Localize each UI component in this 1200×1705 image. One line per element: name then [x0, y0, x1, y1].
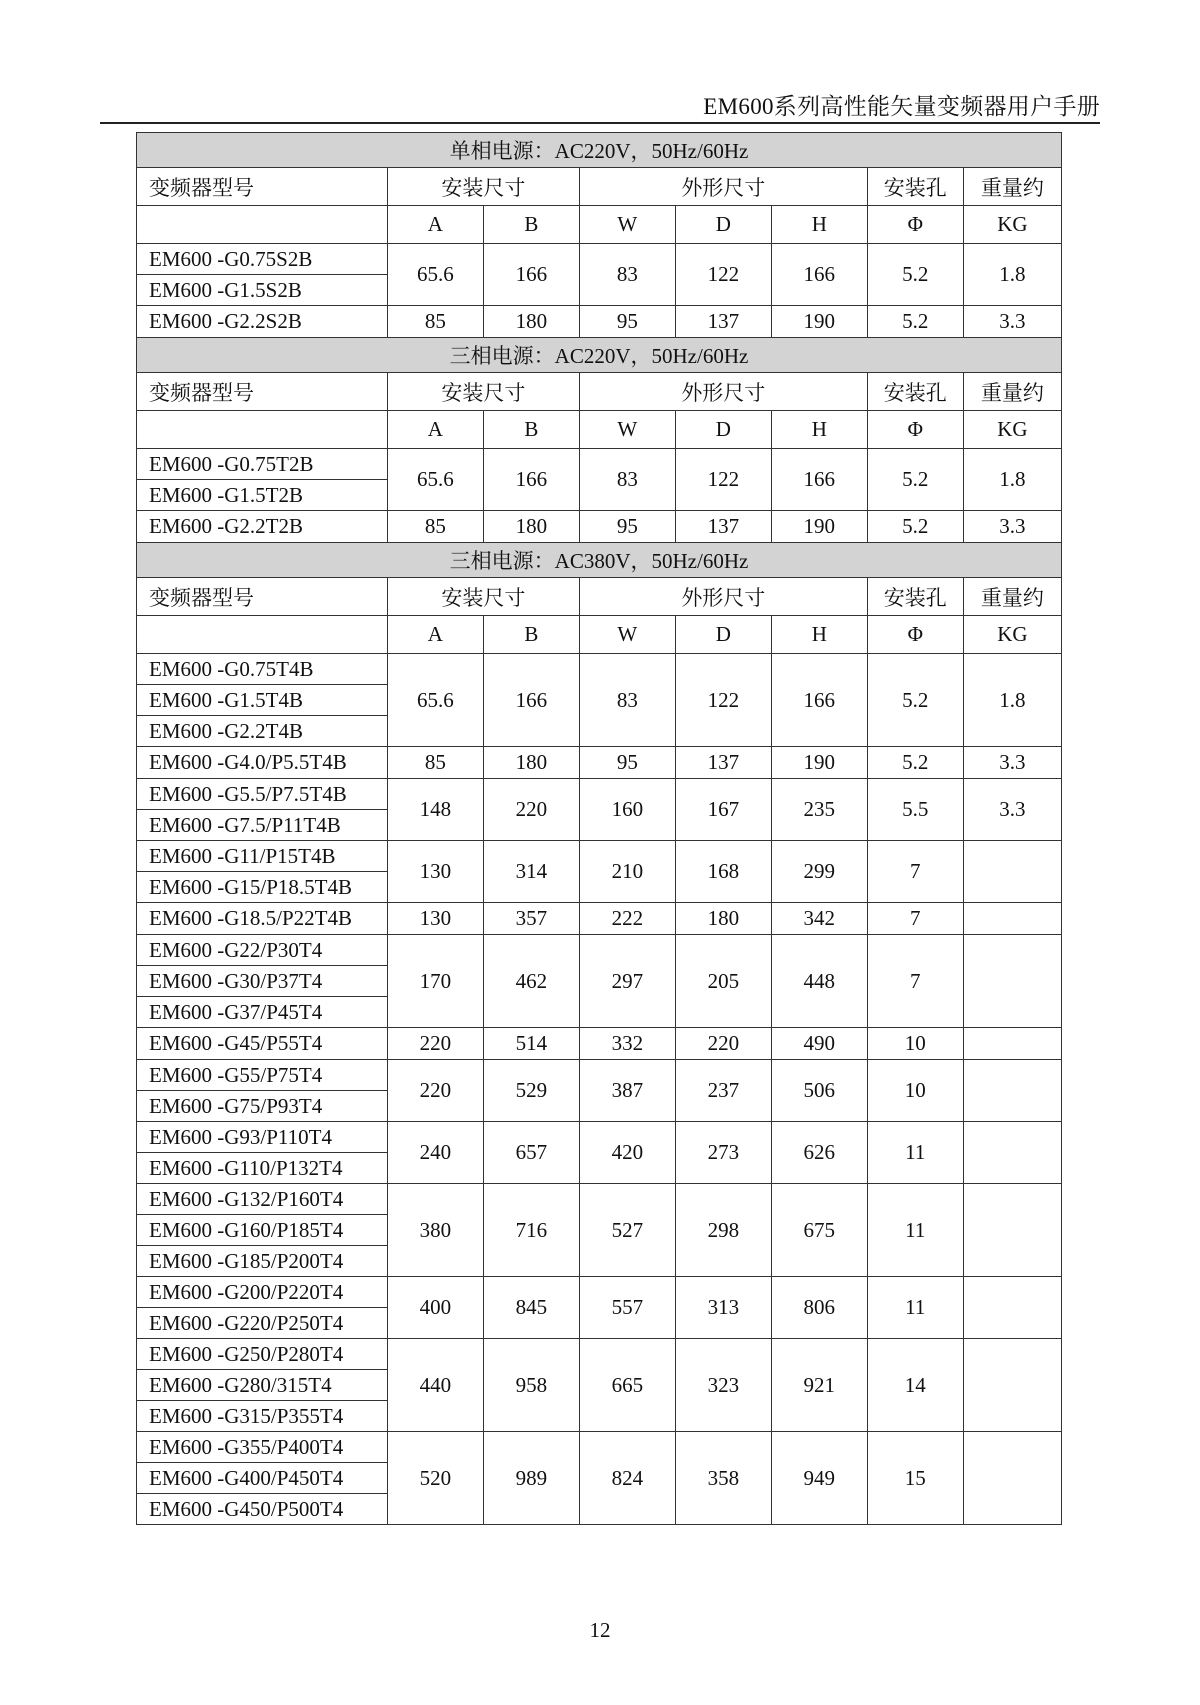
value-cell: 7 — [867, 841, 963, 903]
model-cell: EM600 -G160/P185T4 — [137, 1215, 388, 1246]
value-cell: 3.3 — [963, 779, 1061, 841]
column-header-weight: 重量约 — [963, 373, 1061, 411]
model-cell: EM600 -G11/P15T4B — [137, 841, 388, 872]
column-header-install: 安装尺寸 — [387, 578, 579, 616]
value-cell: 180 — [483, 306, 579, 338]
model-cell: EM600 -G1.5T4B — [137, 685, 388, 716]
column-subheader: A — [387, 616, 483, 654]
value-cell: 83 — [579, 654, 675, 747]
model-cell: EM600 -G37/P45T4 — [137, 997, 388, 1028]
model-cell: EM600 -G15/P18.5T4B — [137, 872, 388, 903]
column-subheader: Φ — [867, 616, 963, 654]
value-cell: 235 — [771, 779, 867, 841]
value-cell: 7 — [867, 935, 963, 1028]
column-subheader: B — [483, 206, 579, 244]
value-cell: 273 — [675, 1122, 771, 1184]
value-cell: 420 — [579, 1122, 675, 1184]
section-title-row — [137, 543, 1062, 578]
model-cell: EM600 -G55/P75T4 — [137, 1060, 388, 1091]
value-cell: 220 — [387, 1028, 483, 1060]
column-header-weight: 重量约 — [963, 168, 1061, 206]
value-cell: 5.2 — [867, 244, 963, 306]
column-subheader: W — [579, 411, 675, 449]
model-cell: EM600 -G0.75S2B — [137, 244, 388, 275]
value-cell: 166 — [771, 244, 867, 306]
column-subheader-row — [137, 206, 1062, 244]
value-cell: 5.2 — [867, 306, 963, 338]
column-header-outline: 外形尺寸 — [579, 373, 867, 411]
value-cell: 5.2 — [867, 511, 963, 543]
value-cell: 299 — [771, 841, 867, 903]
value-cell: 1.8 — [963, 244, 1061, 306]
value-cell: 323 — [675, 1339, 771, 1432]
model-cell: EM600 -G1.5T2B — [137, 480, 388, 511]
column-header-model: 变频器型号 — [137, 168, 388, 206]
column-subheader: B — [483, 411, 579, 449]
column-subheader: Φ — [867, 206, 963, 244]
column-header-hole: 安装孔 — [867, 168, 963, 206]
column-subheader: D — [675, 616, 771, 654]
value-cell: 122 — [675, 654, 771, 747]
value-cell: 137 — [675, 511, 771, 543]
value-cell: 342 — [771, 903, 867, 935]
value-cell: 958 — [483, 1339, 579, 1432]
value-cell: 806 — [771, 1277, 867, 1339]
value-cell: 220 — [675, 1028, 771, 1060]
value-cell: 298 — [675, 1184, 771, 1277]
table-row — [137, 449, 1062, 480]
model-cell: EM600 -G280/315T4 — [137, 1370, 388, 1401]
table-row — [137, 1028, 1062, 1060]
column-subheader: B — [483, 616, 579, 654]
column-subheader: A — [387, 411, 483, 449]
value-cell: 665 — [579, 1339, 675, 1432]
column-header-outline: 外形尺寸 — [579, 168, 867, 206]
value-cell: 529 — [483, 1060, 579, 1122]
value-cell: 65.6 — [387, 654, 483, 747]
value-cell: 358 — [675, 1432, 771, 1525]
column-subheader: Φ — [867, 411, 963, 449]
column-subheader: H — [771, 411, 867, 449]
value-cell: 11 — [867, 1122, 963, 1184]
column-subheader: W — [579, 206, 675, 244]
table-row — [137, 1277, 1062, 1308]
value-cell — [963, 841, 1061, 903]
value-cell: 240 — [387, 1122, 483, 1184]
value-cell: 95 — [579, 306, 675, 338]
value-cell: 657 — [483, 1122, 579, 1184]
model-cell: EM600 -G110/P132T4 — [137, 1153, 388, 1184]
value-cell: 380 — [387, 1184, 483, 1277]
value-cell: 440 — [387, 1339, 483, 1432]
table-row — [137, 1432, 1062, 1463]
value-cell: 11 — [867, 1184, 963, 1277]
value-cell: 357 — [483, 903, 579, 935]
column-subheader: D — [675, 411, 771, 449]
value-cell: 10 — [867, 1060, 963, 1122]
value-cell: 190 — [771, 747, 867, 779]
value-cell — [963, 1432, 1061, 1525]
model-cell: EM600 -G0.75T4B — [137, 654, 388, 685]
value-cell: 3.3 — [963, 511, 1061, 543]
value-cell: 400 — [387, 1277, 483, 1339]
section-title-row — [137, 338, 1062, 373]
value-cell: 448 — [771, 935, 867, 1028]
value-cell — [963, 1339, 1061, 1432]
model-cell: EM600 -G0.75T2B — [137, 449, 388, 480]
value-cell — [963, 903, 1061, 935]
value-cell: 675 — [771, 1184, 867, 1277]
table-row — [137, 306, 1062, 338]
value-cell: 168 — [675, 841, 771, 903]
table-row — [137, 1060, 1062, 1091]
value-cell: 137 — [675, 306, 771, 338]
value-cell — [963, 1184, 1061, 1277]
model-cell: EM600 -G2.2T2B — [137, 511, 388, 543]
value-cell: 3.3 — [963, 747, 1061, 779]
table-row — [137, 903, 1062, 935]
value-cell: 332 — [579, 1028, 675, 1060]
table-row — [137, 747, 1062, 779]
value-cell: 5.2 — [867, 654, 963, 747]
value-cell: 205 — [675, 935, 771, 1028]
value-cell: 514 — [483, 1028, 579, 1060]
table-row — [137, 1122, 1062, 1153]
page-number: 12 — [589, 1618, 611, 1642]
model-cell: EM600 -G18.5/P22T4B — [137, 903, 388, 935]
value-cell — [963, 935, 1061, 1028]
column-subheader-row — [137, 411, 1062, 449]
value-cell: 490 — [771, 1028, 867, 1060]
value-cell: 130 — [387, 903, 483, 935]
value-cell: 5.2 — [867, 449, 963, 511]
model-cell: EM600 -G45/P55T4 — [137, 1028, 388, 1060]
value-cell: 180 — [675, 903, 771, 935]
model-cell: EM600 -G1.5S2B — [137, 275, 388, 306]
column-subheader: W — [579, 616, 675, 654]
value-cell: 65.6 — [387, 449, 483, 511]
column-subheader: KG — [963, 411, 1061, 449]
value-cell: 130 — [387, 841, 483, 903]
column-subheader-row — [137, 616, 1062, 654]
model-cell: EM600 -G22/P30T4 — [137, 935, 388, 966]
column-subheader: KG — [963, 206, 1061, 244]
value-cell — [963, 1060, 1061, 1122]
value-cell: 237 — [675, 1060, 771, 1122]
value-cell: 845 — [483, 1277, 579, 1339]
value-cell: 7 — [867, 903, 963, 935]
value-cell: 387 — [579, 1060, 675, 1122]
column-subheader-blank — [137, 616, 388, 654]
value-cell: 716 — [483, 1184, 579, 1277]
table-row — [137, 1339, 1062, 1370]
value-cell: 824 — [579, 1432, 675, 1525]
column-header-model: 变频器型号 — [137, 373, 388, 411]
model-cell: EM600 -G4.0/P5.5T4B — [137, 747, 388, 779]
model-cell: EM600 -G75/P93T4 — [137, 1091, 388, 1122]
model-cell: EM600 -G220/P250T4 — [137, 1308, 388, 1339]
value-cell: 166 — [483, 449, 579, 511]
section-title-row — [137, 133, 1062, 168]
column-header-model: 变频器型号 — [137, 578, 388, 616]
dimensions-table — [136, 132, 1062, 1525]
model-cell: EM600 -G2.2S2B — [137, 306, 388, 338]
value-cell: 5.2 — [867, 747, 963, 779]
value-cell — [963, 1028, 1061, 1060]
value-cell: 85 — [387, 747, 483, 779]
table-row — [137, 654, 1062, 685]
value-cell: 210 — [579, 841, 675, 903]
table-row — [137, 244, 1062, 275]
value-cell: 166 — [771, 449, 867, 511]
column-subheader-blank — [137, 206, 388, 244]
column-header-weight: 重量约 — [963, 578, 1061, 616]
model-cell: EM600 -G5.5/P7.5T4B — [137, 779, 388, 810]
value-cell: 85 — [387, 511, 483, 543]
value-cell — [963, 1277, 1061, 1339]
value-cell: 15 — [867, 1432, 963, 1525]
value-cell: 166 — [483, 244, 579, 306]
value-cell: 1.8 — [963, 449, 1061, 511]
value-cell: 137 — [675, 747, 771, 779]
value-cell: 122 — [675, 244, 771, 306]
table-row — [137, 779, 1062, 810]
running-header-title: EM600系列高性能矢量变频器用户手册 — [703, 94, 1100, 119]
value-cell: 122 — [675, 449, 771, 511]
table-row — [137, 841, 1062, 872]
value-cell: 3.3 — [963, 306, 1061, 338]
table-row — [137, 1184, 1062, 1215]
value-cell: 626 — [771, 1122, 867, 1184]
column-subheader: D — [675, 206, 771, 244]
value-cell: 83 — [579, 449, 675, 511]
model-cell: EM600 -G7.5/P11T4B — [137, 810, 388, 841]
model-cell: EM600 -G400/P450T4 — [137, 1463, 388, 1494]
column-subheader: A — [387, 206, 483, 244]
value-cell: 180 — [483, 747, 579, 779]
column-subheader-blank — [137, 411, 388, 449]
model-cell: EM600 -G450/P500T4 — [137, 1494, 388, 1525]
value-cell: 14 — [867, 1339, 963, 1432]
value-cell: 95 — [579, 747, 675, 779]
column-header-hole: 安装孔 — [867, 578, 963, 616]
model-cell: EM600 -G315/P355T4 — [137, 1401, 388, 1432]
table-row — [137, 511, 1062, 543]
value-cell: 85 — [387, 306, 483, 338]
model-cell: EM600 -G2.2T4B — [137, 716, 388, 747]
value-cell: 167 — [675, 779, 771, 841]
model-cell: EM600 -G132/P160T4 — [137, 1184, 388, 1215]
value-cell: 148 — [387, 779, 483, 841]
value-cell: 527 — [579, 1184, 675, 1277]
value-cell: 170 — [387, 935, 483, 1028]
value-cell: 314 — [483, 841, 579, 903]
value-cell: 83 — [579, 244, 675, 306]
column-subheader: KG — [963, 616, 1061, 654]
column-header-install: 安装尺寸 — [387, 168, 579, 206]
value-cell — [963, 1122, 1061, 1184]
value-cell: 989 — [483, 1432, 579, 1525]
value-cell: 190 — [771, 511, 867, 543]
column-header-row — [137, 373, 1062, 411]
section-title: 单相电源：AC220V，50Hz/60Hz — [137, 133, 1062, 168]
value-cell: 297 — [579, 935, 675, 1028]
value-cell: 10 — [867, 1028, 963, 1060]
column-header-install: 安装尺寸 — [387, 373, 579, 411]
column-header-row — [137, 168, 1062, 206]
value-cell: 166 — [771, 654, 867, 747]
value-cell: 506 — [771, 1060, 867, 1122]
value-cell: 1.8 — [963, 654, 1061, 747]
model-cell: EM600 -G30/P37T4 — [137, 966, 388, 997]
model-cell: EM600 -G355/P400T4 — [137, 1432, 388, 1463]
header-divider — [100, 122, 1100, 124]
value-cell: 222 — [579, 903, 675, 935]
table-row — [137, 935, 1062, 966]
section-title: 三相电源：AC380V，50Hz/60Hz — [137, 543, 1062, 578]
model-cell: EM600 -G93/P110T4 — [137, 1122, 388, 1153]
value-cell: 95 — [579, 511, 675, 543]
column-header-row — [137, 578, 1062, 616]
column-header-outline: 外形尺寸 — [579, 578, 867, 616]
value-cell: 220 — [387, 1060, 483, 1122]
model-cell: EM600 -G250/P280T4 — [137, 1339, 388, 1370]
model-cell: EM600 -G200/P220T4 — [137, 1277, 388, 1308]
value-cell: 220 — [483, 779, 579, 841]
value-cell: 5.5 — [867, 779, 963, 841]
column-subheader: H — [771, 206, 867, 244]
value-cell: 11 — [867, 1277, 963, 1339]
value-cell: 557 — [579, 1277, 675, 1339]
value-cell: 190 — [771, 306, 867, 338]
column-subheader: H — [771, 616, 867, 654]
value-cell: 65.6 — [387, 244, 483, 306]
column-header-hole: 安装孔 — [867, 373, 963, 411]
value-cell: 462 — [483, 935, 579, 1028]
model-cell: EM600 -G185/P200T4 — [137, 1246, 388, 1277]
value-cell: 949 — [771, 1432, 867, 1525]
value-cell: 160 — [579, 779, 675, 841]
value-cell: 166 — [483, 654, 579, 747]
value-cell: 313 — [675, 1277, 771, 1339]
value-cell: 921 — [771, 1339, 867, 1432]
value-cell: 180 — [483, 511, 579, 543]
section-title: 三相电源：AC220V，50Hz/60Hz — [137, 338, 1062, 373]
value-cell: 520 — [387, 1432, 483, 1525]
